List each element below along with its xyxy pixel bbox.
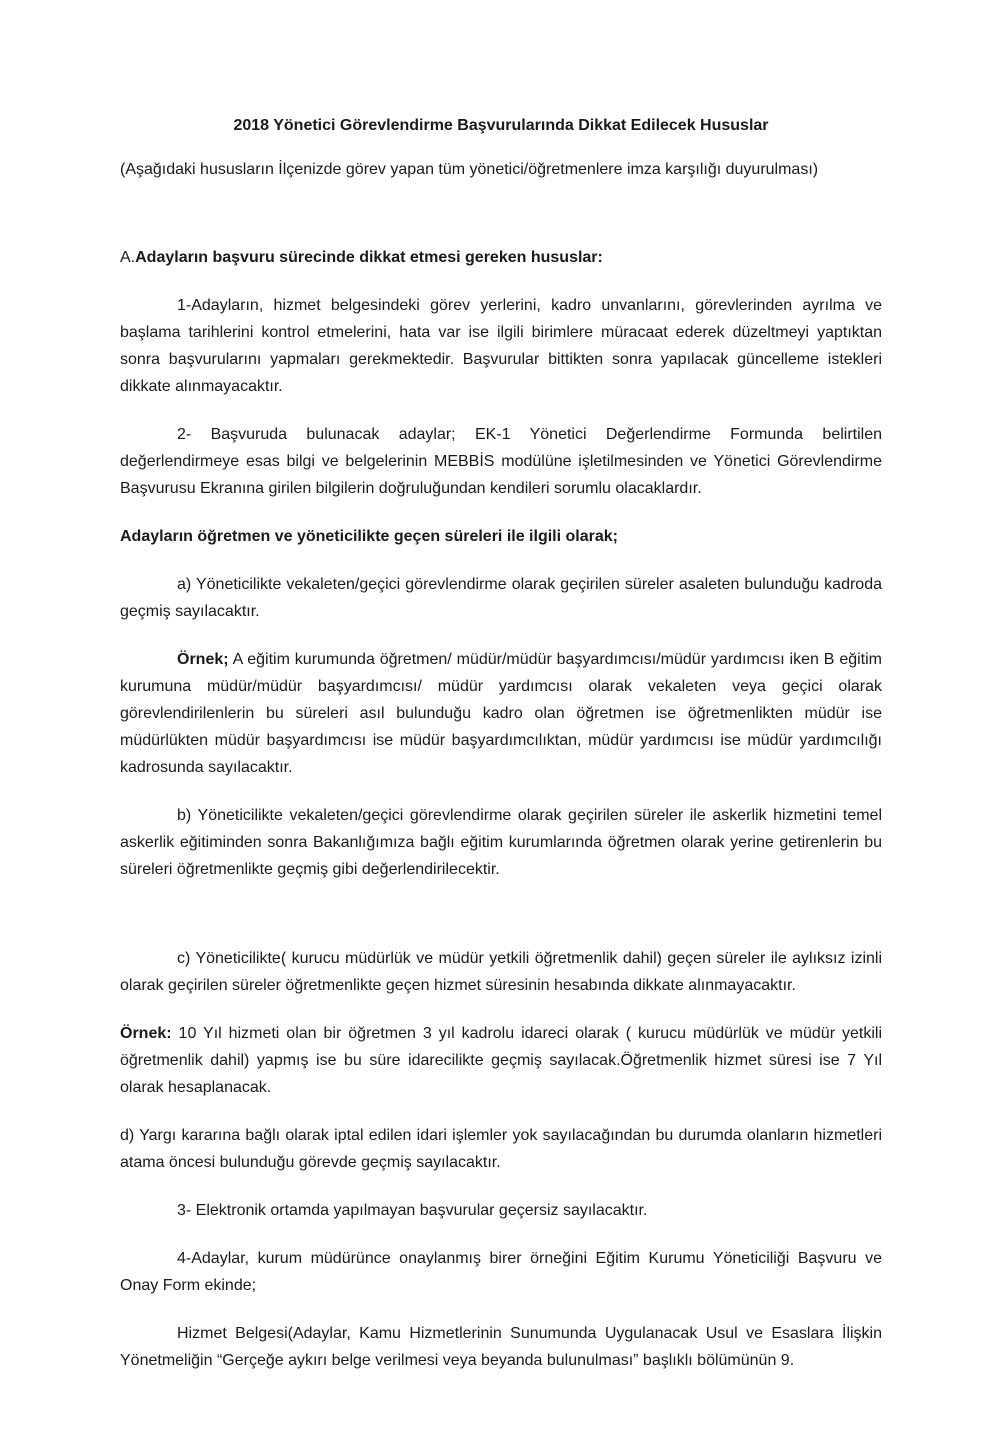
- section-heading-a-prefix: A.: [120, 249, 136, 266]
- ornek-2-text: 10 Yıl hizmeti olan bir öğretmen 3 yıl kadrolu idareci olarak ( kurucu müdürlük ve müdür yetkili öğretmenlik dahil) yapmış ise bu süre idarecilikte geçmiş sayılacak.Öğretmenlik hizmet süresi ise 7 Yıl olarak hesaplanacak.: [120, 1025, 882, 1096]
- paragraph-item-a: a) Yöneticilikte vekaleten/geçici görevlendirme olarak geçirilen süreler asaleten bulunduğu kadroda geçmiş sayılacaktır.: [120, 576, 882, 620]
- paragraph-ornek-2: [120, 1020, 882, 1101]
- paragraph-item-3: 3- Elektronik ortamda yapılmayan başvurular geçersiz sayılacaktır.: [177, 1202, 648, 1219]
- ornek-1-label: Örnek;: [177, 651, 229, 668]
- paragraph-ornek-1: [120, 646, 882, 781]
- section-heading-a-text: Adayların başvuru sürecinde dikkat etmesi gereken hususlar:: [135, 249, 603, 266]
- paragraph-item-2: 2- Başvuruda bulunacak adaylar; EK-1 Yönetici Değerlendirme Formunda belirtilen değerlendirmeye esas bilgi ve belgelerinin MEBBİS modülüne işletilmesinden ve Yönetici Görevlendirme Başvurusu Ekranına girilen bilgilerin doğruluğundan kendileri sorumlu olacaklardır.: [120, 426, 882, 497]
- paragraph-hizmet-belgesi: Hizmet Belgesi(Adaylar, Kamu Hizmetlerinin Sunumunda Uygulanacak Usul ve Esaslara İlişkin Yönetmeliğin “Gerçeğe aykırı belge verilmesi veya beyanda bulunulması” başlıklı bölümünün 9.: [120, 1325, 882, 1369]
- paragraph-item-c: c) Yöneticilikte( kurucu müdürlük ve müdür yetkili öğretmenlik dahil) geçen süreler ile aylıksız izinli olarak geçirilen süreler öğretmenlikte geçen hizmet süresinin hesabında dikkate alınmayacaktır.: [120, 950, 882, 994]
- paragraph-item-b: b) Yöneticilikte vekaleten/geçici görevlendirme olarak geçirilen süreler ile askerlik hizmetini temel askerlik eğitiminden sonra Bakanlığımıza bağlı eğitim kurumlarında öğretmen olarak yerine getirenlerin bu süreleri öğretmenlikte geçmiş gibi değerlendirilecektir.: [120, 807, 882, 878]
- section-heading-a: [120, 244, 882, 271]
- paragraph-item-4: 4-Adaylar, kurum müdürünce onaylanmış birer örneğini Eğitim Kurumu Yöneticiliği Başvuru ve Onay Form ekinde;: [120, 1250, 882, 1294]
- paragraph-item-1: 1-Adayların, hizmet belgesindeki görev yerlerini, kadro unvanlarını, görevlerinden ayrılma ve başlama tarihlerini kontrol etmelerini, hata var ise ilgili birimlere müracaat ederek düzeltmeyi yaptıktan sonra başvurularını yapmaları gerekmektedir. Başvurular bittikten sonra yapılacak güncelleme istekleri dikkate alınmayacaktır.: [120, 297, 882, 395]
- ornek-1-text: A eğitim kurumunda öğretmen/ müdür/müdür başyardımcısı/müdür yardımcısı iken B eğitim kurumuna müdür/müdür başyardımcısı/ müdür yardımcısı olarak vekaleten veya geçici olarak görevlendirilenlerin bu süreleri asıl bulunduğu kadro olan öğretmen ise öğretmenlikten müdür ise müdürlükten müdür başyardımcısı ise müdür başyardımcılıktan, müdür yardımcısı ise müdür yardımcılığı kadrosunda sayılacaktır.: [120, 651, 883, 776]
- document-subtitle: (Aşağıdaki hususların İlçenizde görev yapan tüm yönetici/öğretmenlere imza karşılığı duyurulması): [120, 161, 819, 178]
- document-title: 2018 Yönetici Görevlendirme Başvurularında Dikkat Edilecek Hususlar: [233, 117, 769, 134]
- ornek-2-label: Örnek:: [120, 1025, 172, 1042]
- section-heading-sureler: Adayların öğretmen ve yöneticilikte geçen süreleri ile ilgili olarak;: [120, 528, 618, 545]
- paragraph-item-d: d) Yargı kararına bağlı olarak iptal edilen idari işlemler yok sayılacağından bu durumda olanların hizmetleri atama öncesi bulunduğu görevde geçmiş sayılacaktır.: [120, 1127, 882, 1171]
